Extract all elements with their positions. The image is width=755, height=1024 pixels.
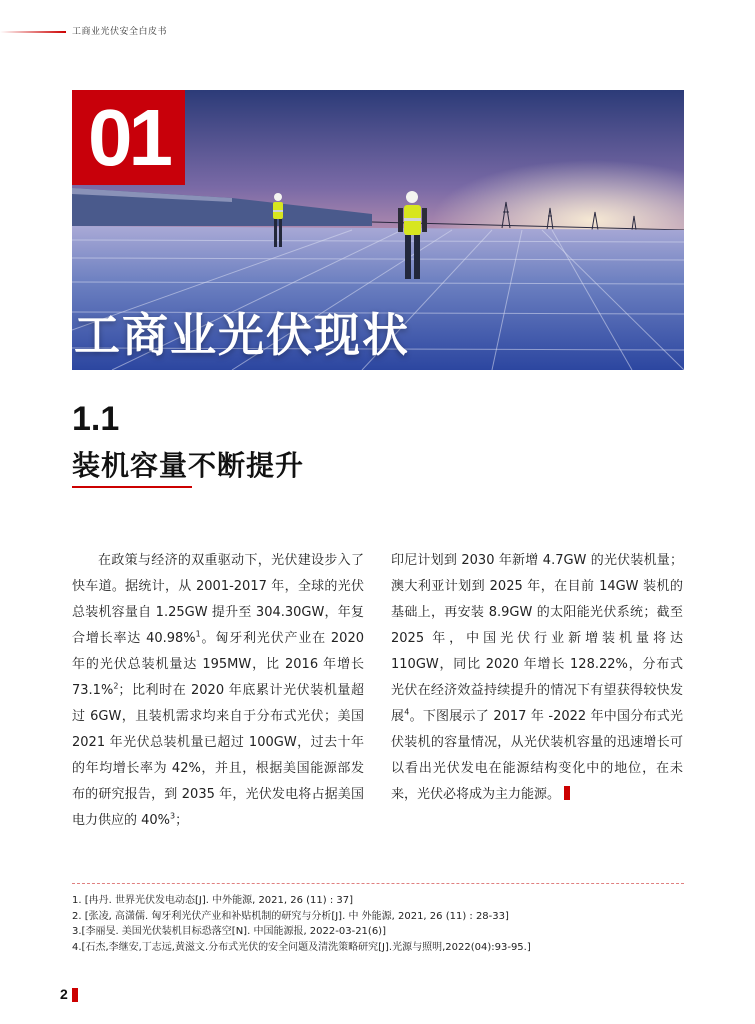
running-header (0, 0, 755, 44)
body-text: 。下图展示了 2017 年 -2022 年中国分布式光伏装机的容量情况，从光伏装机容量的迅速增长可以看出光伏发电在能源结构变化中的地位，在未来，光伏必将成为主力能源。 (391, 709, 683, 802)
footnote-ref: 2 (113, 681, 119, 691)
chapter-number-box (72, 90, 185, 185)
body-text: 在政策与经济的双重驱动下，光伏建设步入了快车道。据统计，从 2001-2017 年，全球的光伏总装机容量自 1.25GW 提升至 304.30GW，年复合增长率达 40.98% (72, 553, 364, 646)
body-text: 印尼计划到 2030 年新增 4.7GW 的光伏装机量；澳大利亚计划到 2025 年，在目前 14GW 装机的基础上，再安装 8.9GW 的太阳能光伏系统；截至 2025 年，中国光伏行业新增装机量将达 110GW，同比 2020 年增长 128.22%，分布式光伏在经济效益持续提升的情况下有望获得较快发展 (391, 553, 683, 724)
hero-banner (72, 90, 684, 370)
body-text: ； (175, 813, 189, 828)
footnote-divider (72, 883, 684, 884)
page-number: 2 (60, 986, 68, 1002)
footnote-ref: 1 (195, 629, 201, 639)
body-text: ；比利时在 2020 年底累计光伏装机量超过 6GW，且装机需求均来自于分布式光伏；美国 2021 年光伏总装机量已超过 100GW，过去十年的年均增长率为 42%，并且，根据美国能源部发布的研究报告，到 2035 年，光伏发电将占据美国电力供应的 40% (72, 683, 364, 828)
body-text: 。匈牙利光伏产业在 2020 年的光伏总装机量达 195MW，比 2016 年增长 73.1% (72, 631, 364, 698)
section-title: 装机容量不断提升 (72, 449, 305, 482)
footnote-item: 1. [冉丹. 世界光伏发电动态[J]. 中外能源, 2021, 26 (11) : 37] (72, 895, 354, 906)
footnotes (72, 893, 684, 955)
section-accent-rule (72, 486, 192, 488)
footnote-ref: 3 (170, 811, 176, 821)
footnote-ref: 4 (404, 707, 410, 717)
page-number-mark (72, 988, 78, 1002)
footnote-item: 3.[李丽旻. 美国光伏装机目标恐落空[N]. 中国能源报, 2022-03-21(6)] (72, 926, 386, 937)
chapter-title: 工商业光伏现状 (74, 308, 410, 362)
end-of-section-mark (564, 786, 570, 800)
body-column-left (72, 548, 364, 834)
header-accent-rule (0, 31, 66, 33)
footnote-item: 2. [张凌, 高潇儒. 匈牙利光伏产业和补贴机制的研究与分析[J]. 中 外能源, 2021, 26 (11) : 28-33] (72, 910, 509, 922)
running-title: 工商业光伏安全白皮书 (72, 27, 168, 37)
footnote-item: 4.[石杰,李继安,丁志远,黄滋文.分布式光伏的安全问题及清洗策略研究[J].光源与照明,2022(04):93-95.] (72, 941, 531, 953)
chapter-number: 01 (88, 92, 169, 182)
body-column-right (391, 548, 683, 808)
section-number: 1.1 (72, 400, 120, 438)
